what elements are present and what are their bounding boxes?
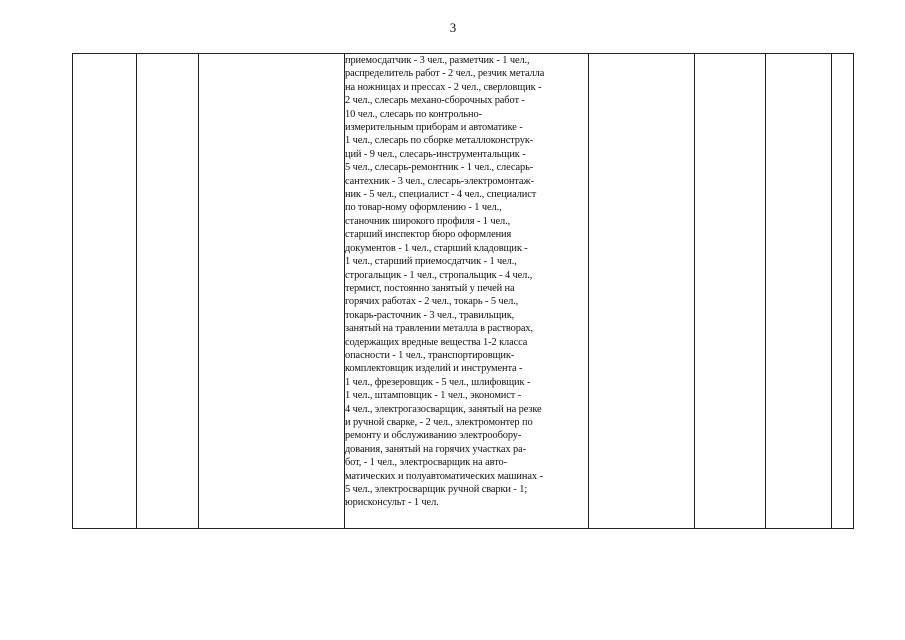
table-cell-col8: [832, 54, 854, 529]
text-line: ник - 5 чел., специалист - 4 чел., специалист: [345, 189, 537, 201]
text-line: термист, постоянно занятый у печей на: [345, 282, 515, 294]
text-line: измерительным приборам и автоматике -: [345, 122, 523, 134]
text-line: 10 чел., слесарь по контрольно-: [345, 108, 482, 120]
text-line: 5 чел., слесарь-ремонтник - 1 чел., слесарь-: [345, 162, 534, 174]
text-line: строгальщик - 1 чел., стропальщик - 4 чел.,: [345, 269, 533, 281]
text-line: дования, занятый на горячих участках ра-: [345, 443, 526, 455]
text-line: 1 чел., штамповщик - 1 чел., экономист -: [345, 390, 522, 402]
text-line: содержащих вредные вещества 1-2 класса: [345, 336, 528, 348]
table-row: [73, 54, 854, 529]
text-line: и ручной сварке, - 2 чел., электромонтер по: [345, 416, 533, 428]
text-line: 2 чел., слесарь механо-сборочных работ -: [345, 95, 525, 107]
text-line: по товар-ному оформлению - 1 чел.,: [345, 202, 502, 214]
text-line: 1 чел., слесарь по сборке металлоконструк-: [345, 135, 534, 147]
page-number: 3: [449, 20, 457, 35]
text-line: 1 чел., фрезеровщик - 5 чел., шлифовщик -: [345, 376, 531, 388]
text-line: горячих работах - 2 чел., токарь - 5 чел.,: [345, 296, 519, 308]
text-line: распределитель работ - 2 чел., резчик металла: [345, 68, 545, 80]
table-cell-col1: [73, 54, 137, 529]
text-line: 1 чел., старший приемосдатчик - 1 чел.,: [345, 256, 517, 268]
table-cell-col3: [199, 54, 345, 529]
text-line: старший инспектор бюро оформления: [345, 229, 512, 241]
document-table: [72, 53, 854, 529]
table-cell-workers-list: [345, 54, 589, 529]
text-line: занятый на травлении металла в растворах,: [345, 323, 533, 335]
text-line: на ножницах и прессах - 2 чел., сверловщик -: [345, 81, 542, 93]
text-line: ремонту и обслуживанию электрообору-: [345, 430, 522, 442]
text-line: документов - 1 чел., старший кладовщик -: [345, 242, 528, 254]
text-line: 5 чел., электросварщик ручной сварки - 1;: [345, 484, 528, 495]
text-line: бот, - 1 чел., электросварщик на авто-: [345, 457, 507, 469]
text-line: сантехник - 3 чел., слесарь-электромонтаж-: [345, 175, 534, 187]
text-line: комплектовщик изделий и инструмента -: [345, 363, 523, 375]
table-cell-col7: [766, 54, 832, 529]
text-line: 4 чел., электрогазосварщик, занятый на резке: [345, 403, 542, 415]
table-cell-col2: [137, 54, 199, 529]
text-line: токарь-расточник - 3 чел., травильщик,: [345, 309, 515, 321]
text-line: юрисконсульт - 1 чел.: [345, 497, 439, 509]
workers-list-text: [345, 54, 588, 510]
text-line: опасности - 1 чел., транспортировщик-: [345, 349, 515, 361]
text-line: приемосдатчик - 3 чел., разметчик - 1 чел.,: [345, 55, 530, 66]
text-line: матических и полуавтоматических машинах -: [345, 470, 543, 482]
text-line: станочник широкого профиля - 1 чел.,: [345, 215, 511, 227]
table-cell-col6: [695, 54, 766, 529]
text-line: ций - 9 чел., слесарь-инструментальщик -: [345, 148, 526, 160]
table-cell-col5: [589, 54, 695, 529]
